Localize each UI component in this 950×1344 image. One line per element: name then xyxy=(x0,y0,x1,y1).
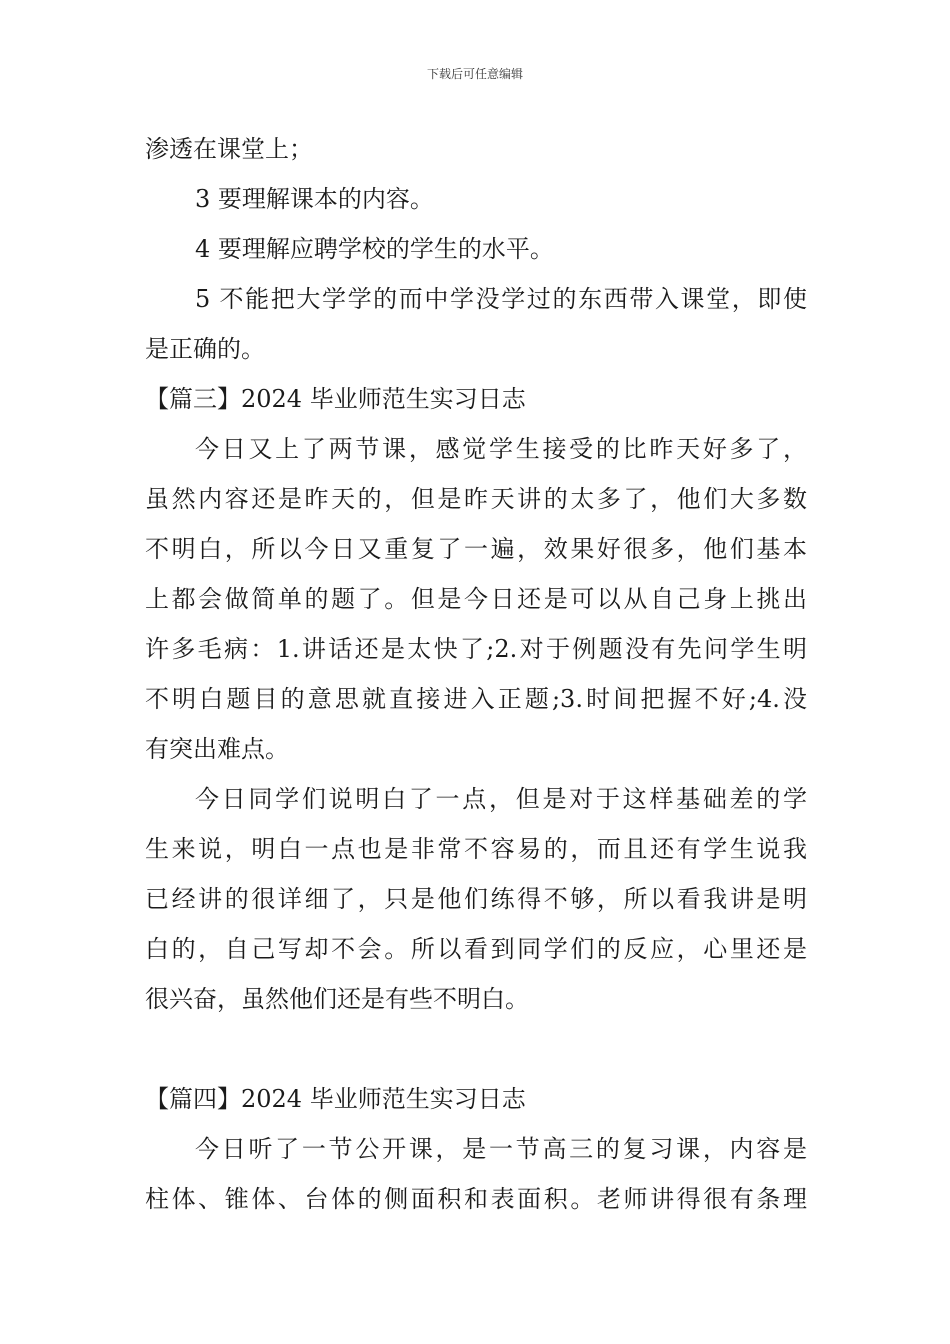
text-line: 不明白，所以今日又重复了一遍，效果好很多，他们基本 xyxy=(145,535,807,563)
text-line: 很兴奋，虽然他们还是有些不明白。 xyxy=(145,985,529,1013)
text-line: 生来说，明白一点也是非常不容易的，而且还有学生说我 xyxy=(145,835,807,863)
text-line: 3 要理解课本的内容。 xyxy=(195,185,434,213)
text-line: 不明白题目的意思就直接进入正题;3.时间把握不好;4.没 xyxy=(145,685,807,713)
text-line: 今日同学们说明白了一点，但是对于这样基础差的学 xyxy=(195,785,807,813)
text-line: 4 要理解应聘学校的学生的水平。 xyxy=(195,235,554,263)
section-heading: 【篇三】2024 毕业师范生实习日志 xyxy=(145,385,526,413)
text-line: 有突出难点。 xyxy=(145,735,289,763)
blank-line xyxy=(145,1024,807,1074)
text-line: 虽然内容还是昨天的，但是昨天讲的太多了，他们大多数 xyxy=(145,485,807,513)
text-line: 渗透在课堂上； xyxy=(145,135,313,163)
text-line: 5 不能把大学学的而中学没学过的东西带入课堂，即使 xyxy=(195,285,807,313)
text-line: 今日听了一节公开课，是一节高三的复习课，内容是 xyxy=(195,1135,807,1163)
section-heading: 【篇四】2024 毕业师范生实习日志 xyxy=(145,1085,526,1113)
text-line: 许多毛病：1.讲话还是太快了;2.对于例题没有先问学生明 xyxy=(145,635,807,663)
text-line: 柱体、锥体、台体的侧面积和表面积。老师讲得很有条理 xyxy=(145,1185,807,1213)
text-line: 已经讲的很详细了，只是他们练得不够，所以看我讲是明 xyxy=(145,885,807,913)
text-line: 上都会做简单的题了。但是今日还是可以从自己身上挑出 xyxy=(145,585,807,613)
page-header: 下载后可任意编辑 xyxy=(426,67,523,81)
text-line: 今日又上了两节课，感觉学生接受的比昨天好多了， xyxy=(195,435,807,463)
text-line: 白的，自己写却不会。所以看到同学们的反应，心里还是 xyxy=(145,935,807,963)
document-body xyxy=(145,124,807,1224)
text-line: 是正确的。 xyxy=(145,335,265,363)
